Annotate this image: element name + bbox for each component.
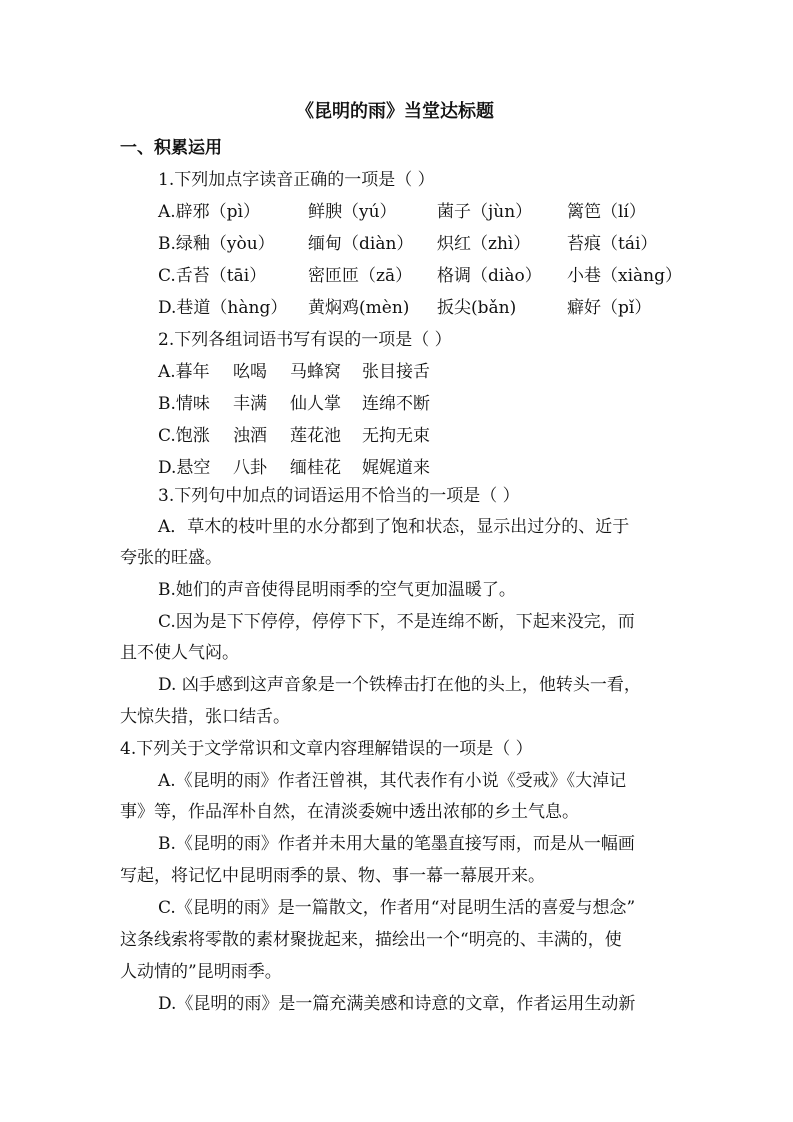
page-title: 《昆明的雨》当堂达标题 [296, 101, 494, 122]
question-1-option-row-2-item-1: B.绿釉（yòu） [158, 234, 275, 254]
question-1-option-row-1-item-3: 菌子（jùn） [437, 202, 533, 222]
question-4-stem: 4.下列关于文学常识和文章内容理解错误的一项是（ ） [120, 739, 533, 759]
question-3-option-d-cont: 大惊失措，张口结舌。 [120, 707, 290, 727]
question-1-stem: 1.下列加点字读音正确的一项是（ ） [158, 170, 435, 190]
question-2-stem: 2.下列各组词语书写有误的一项是（ ） [158, 330, 452, 350]
question-3-option-b: B.她们的声音使得昆明雨季的空气更加温暖了。 [158, 580, 516, 600]
question-1-option-row-4-item-4: 癖好（pǐ） [567, 298, 652, 318]
question-4-option-c-cont2: 人动情的”昆明雨季。 [120, 962, 282, 982]
question-4-option-b: B.《昆明的雨》作者并未用大量的笔墨直接写雨，而是从一幅画 [158, 834, 635, 854]
question-1-option-row-4-item-2: 黄焖鸡(mèn) [308, 298, 410, 318]
question-2-option-row-3-item-4: 无拘无束 [362, 426, 430, 446]
question-1-option-row-3-item-4: 小巷（xiàng） [567, 266, 682, 286]
question-4-option-d: D.《昆明的雨》是一篇充满美感和诗意的文章，作者运用生动新 [158, 994, 636, 1014]
question-2-option-row-1-item-4: 张目接舌 [362, 362, 430, 382]
question-3-option-c-cont: 且不使人气闷。 [120, 643, 239, 663]
question-3-option-d: D. 凶手感到这声音象是一个铁棒击打在他的头上，他转头一看， [158, 675, 641, 695]
section-heading: 一、积累运用 [120, 138, 222, 158]
question-1-option-row-4-item-3: 扳尖(bǎn) [437, 298, 517, 318]
question-3-stem: 3.下列句中加点的词语运用不恰当的一项是（ ） [158, 486, 520, 506]
question-1-option-row-1-item-4: 篱笆（lí） [567, 202, 646, 222]
question-2-option-row-1-item-1: A.暮年 [158, 362, 210, 382]
question-4-option-a-cont: 事》等，作品浑朴自然，在清淡委婉中透出浓郁的乡土气息。 [120, 802, 579, 822]
question-2-option-row-3-item-2: 浊酒 [233, 426, 267, 446]
question-2-option-row-2-item-2: 丰满 [233, 394, 267, 414]
question-2-option-row-3-item-1: C.饱涨 [158, 426, 210, 446]
question-4-option-c: C.《昆明的雨》是一篇散文，作者用“对昆明生活的喜爱与想念” [158, 898, 636, 918]
question-4-option-a: A.《昆明的雨》作者汪曾祺，其代表作有小说《受戒》《大淖记 [158, 771, 627, 791]
question-2-option-row-4-item-3: 缅桂花 [290, 458, 341, 478]
question-2-option-row-1-item-2: 吆喝 [233, 362, 267, 382]
question-2-option-row-2-item-3: 仙人掌 [290, 394, 341, 414]
question-4-option-b-cont: 写起，将记忆中昆明雨季的景、物、事一幕一幕展开来。 [120, 866, 545, 886]
question-2-option-row-2-item-4: 连绵不断 [362, 394, 430, 414]
question-1-option-row-1-item-1: A.辟邪（pì） [158, 202, 260, 222]
question-2-option-row-4-item-4: 娓娓道来 [362, 458, 430, 478]
question-3-option-a-cont: 夸张的旺盛。 [120, 548, 222, 568]
question-1-option-row-2-item-4: 苔痕（tái） [567, 234, 658, 254]
question-2-option-row-3-item-3: 莲花池 [290, 426, 341, 446]
question-2-option-row-1-item-3: 马蜂窝 [290, 362, 341, 382]
question-2-option-row-4-item-1: D.悬空 [158, 458, 211, 478]
question-1-option-row-3-item-3: 格调（diào） [437, 266, 542, 286]
question-2-option-row-4-item-2: 八卦 [233, 458, 267, 478]
question-1-option-row-4-item-1: D.巷道（hàng） [158, 298, 288, 318]
question-4-option-c-cont: 这条线索将零散的素材聚拢起来，描绘出一个“明亮的、丰满的，使 [120, 930, 622, 950]
question-2-option-row-2-item-1: B.情味 [158, 394, 210, 414]
question-1-option-row-2-item-2: 缅甸（diàn） [308, 234, 414, 254]
question-1-option-row-3-item-1: C.舌苔（tāi） [158, 266, 267, 286]
question-1-option-row-2-item-3: 炽红（zhì） [437, 234, 531, 254]
question-1-option-row-3-item-2: 密匝匝（zā） [308, 266, 413, 286]
question-3-option-c: C.因为是下下停停，停停下下，不是连绵不断，下起来没完，而 [158, 612, 635, 632]
question-3-option-a: A．草木的枝叶里的水分都到了饱和状态，显示出过分的、近于 [158, 517, 630, 537]
question-1-option-row-1-item-2: 鲜腴（yú） [308, 202, 397, 222]
